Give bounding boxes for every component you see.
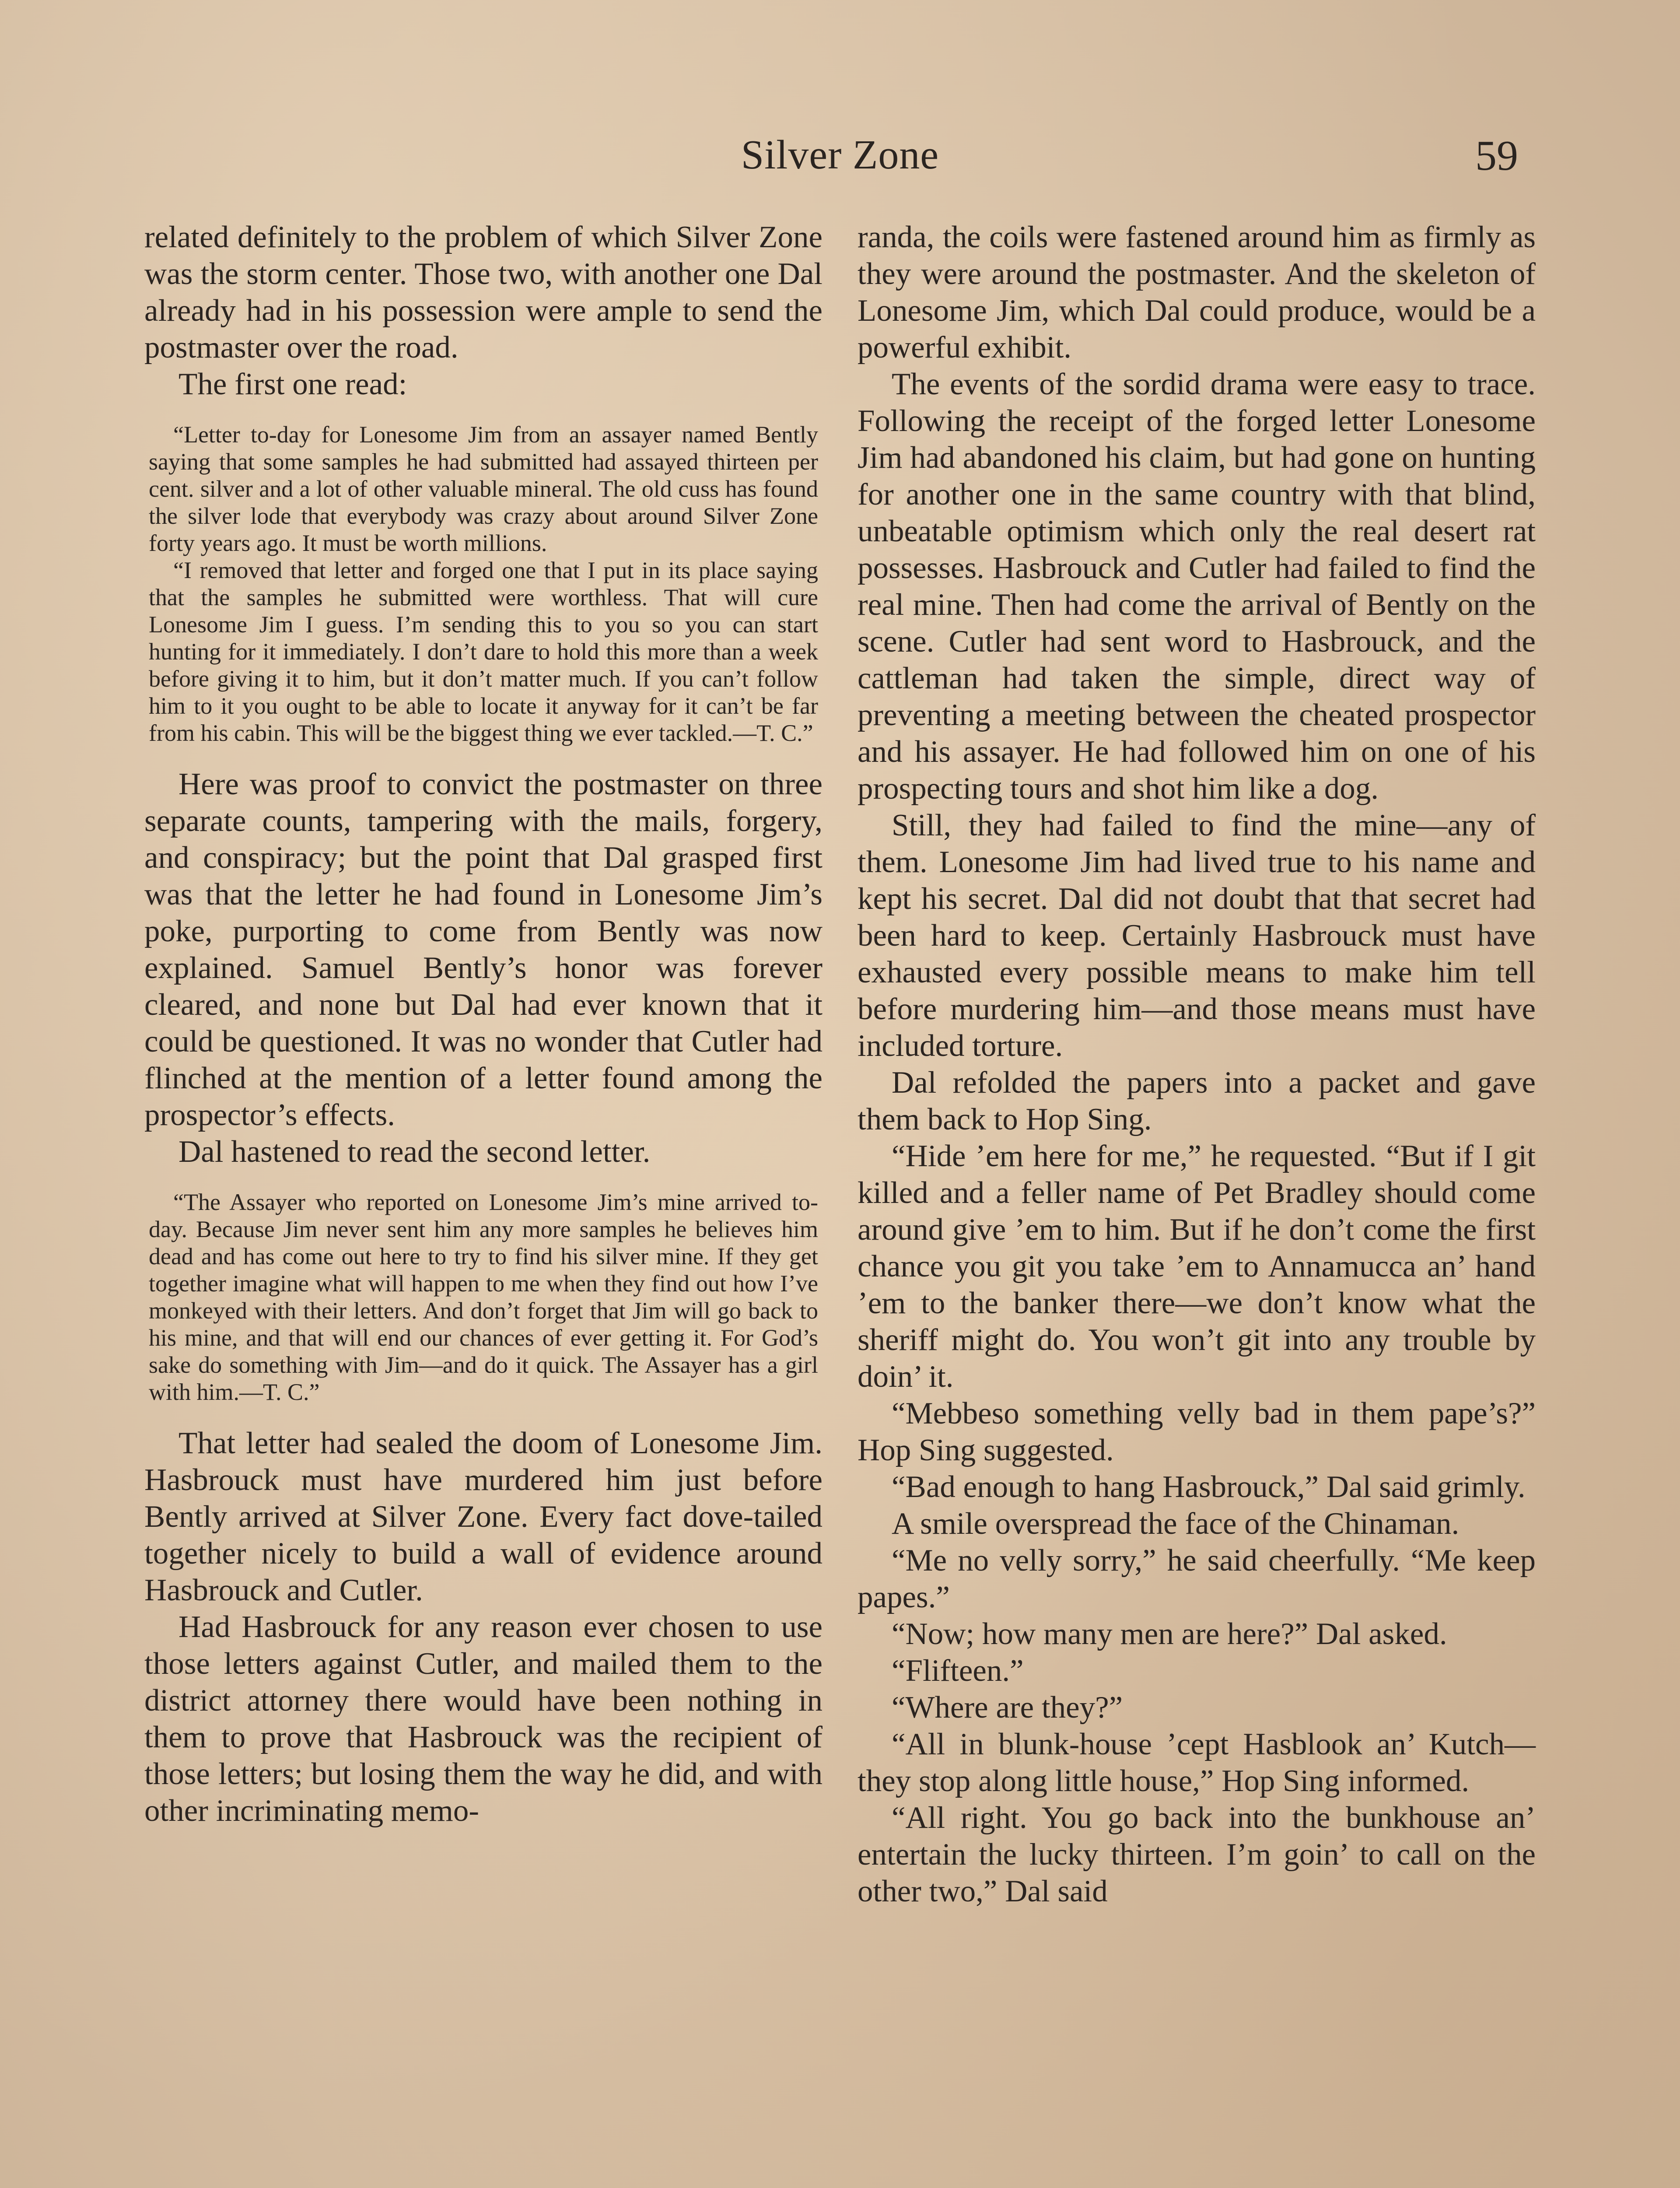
paragraph: “Now; how many men are here?” Dal asked. [892, 1617, 1447, 1651]
paragraph: Dal refolded the papers into a packet and gave them back to Hop Sing. [858, 1066, 1536, 1136]
paragraph: “All in blunk-house ’cept Hasblook an’ Kutch—they stop along little house,” Hop Sing informed. [858, 1727, 1536, 1798]
right-column [858, 219, 1536, 1910]
page-number: 59 [1475, 132, 1518, 179]
paragraph: “Where are they?” [892, 1690, 1123, 1725]
letter-paragraph: “Letter to-day for Lonesome Jim from an assayer named Bently saying that some samples he had submitted had assayed thirteen per cent. silver and a lot of other valuable mineral. The old cuss has found the silver lode that everybody was crazy about around Silver Zone forty years ago. It must be worth millions. [149, 421, 818, 556]
paragraph: “Hide ’em here for me,” he requested. “But if I git killed and a feller name of Pet Bradley should come around give ’em to him. But if he don’t come the first chance you git you take ’em to Annamucca an’ hand ’em to the banker there—we don’t know what the sheriff might do. You won’t git into any trouble by doin’ it. [858, 1139, 1536, 1394]
letter-paragraph: “The Assayer who reported on Lonesome Jim’s mine arrived to-day. Because Jim never sent him any more samples he believes him dead and has come out here to try to find his silver mine. If they get together imagine what will happen to me when they find out how I’ve monkeyed with their letters. And don’t forget that Jim will go back to his mine, and that will end our chances of ever getting it. For God’s sake do something with Jim—and do it quick. The Assayer has a girl with him.—T. C.” [149, 1189, 818, 1405]
paragraph: “Bad enough to hang Hasbrouck,” Dal said grimly. [892, 1470, 1526, 1504]
paragraph: randa, the coils were fastened around him as firmly as they were around the postmaster. And the skeleton of Lonesome Jim, which Dal could produce, would be a powerful exhibit. [858, 220, 1536, 365]
paragraph: “Me no velly sorry,” he said cheerfully. “Me keep papes.” [858, 1543, 1536, 1614]
quoted-letter-2 [144, 1189, 822, 1406]
paragraph: A smile overspread the face of the Chinaman. [892, 1507, 1460, 1541]
paragraph: The events of the sordid drama were easy to trace. Following the receipt of the forged letter Lonesome Jim had abandoned his claim, but had gone on hunting for another one in the same country with that blind, unbeatable optimism which only the real desert rat possesses. Hasbrouck and Cutler had failed to find the real mine. Then had come the arrival of Bently on the scene. Cutler had sent word to Hasbrouck, and the cattleman had taken the simple, direct way of preventing a meeting between the cheated prospector and his assayer. He had followed him on one of his prospecting tours and shot him like a dog. [858, 367, 1536, 806]
paragraph: The first one read: [178, 367, 407, 401]
paragraph: Dal hastened to read the second letter. [178, 1135, 651, 1169]
letter-paragraph: “I removed that letter and forged one that I put in its place saying that the samples he submitted were worthless. That will cure Lonesome Jim I guess. I’m sending this to you so you can start hunting for it immediately. I don’t dare to hold this more than a week before giving it to him, but it don’t matter much. If you can’t follow him to it you ought to be able to locate it anyway for it can’t be far from his cabin. This will be the biggest thing we ever tackled.—T. C.” [149, 557, 818, 746]
paragraph: “Flifteen.” [892, 1654, 1024, 1688]
paragraph: “All right. You go back into the bunkhouse an’ entertain the lucky thirteen. I’m goin’ to call on the other two,” Dal said [858, 1801, 1536, 1908]
running-title: Silver Zone [741, 132, 939, 178]
paragraph: related definitely to the problem of which Silver Zone was the storm center. Those two, with another one Dal already had in his possession were ample to send the postmaster over the road. [144, 220, 822, 365]
paragraph: Still, they had failed to find the mine—any of them. Lonesome Jim had lived true to his name and kept his secret. Dal did not doubt that that secret had been hard to keep. Certainly Hasbrouck must have exhausted every possible means to make him tell before murdering him—and those means must have included torture. [858, 808, 1536, 1063]
paragraph: Had Hasbrouck for any reason ever chosen to use those letters against Cutler, and mailed them to the district attorney there would have been nothing in them to prove that Hasbrouck was the recipient of those letters; but losing them the way he did, and with other incriminating memo- [144, 1610, 822, 1828]
paragraph: “Mebbeso something velly bad in them pape’s?” Hop Sing suggested. [858, 1396, 1536, 1467]
quoted-letter-1 [144, 421, 822, 747]
paragraph: That letter had sealed the doom of Lonesome Jim. Hasbrouck must have murdered him just before Bently arrived at Silver Zone. Every fact dove-tailed together nicely to build a wall of evidence around Hasbrouck and Cutler. [144, 1426, 822, 1607]
paragraph: Here was proof to convict the postmaster on three separate counts, tampering with the mails, forgery, and conspiracy; but the point that Dal grasped first was that the letter he had found in Lonesome Jim’s poke, purporting to come from Bently was now explained. Samuel Bently’s honor was forever cleared, and none but Dal had ever known that it could be questioned. It was no wonder that Cutler had flinched at the mention of a letter found among the prospector’s effects. [144, 767, 822, 1132]
left-column [144, 219, 822, 1829]
